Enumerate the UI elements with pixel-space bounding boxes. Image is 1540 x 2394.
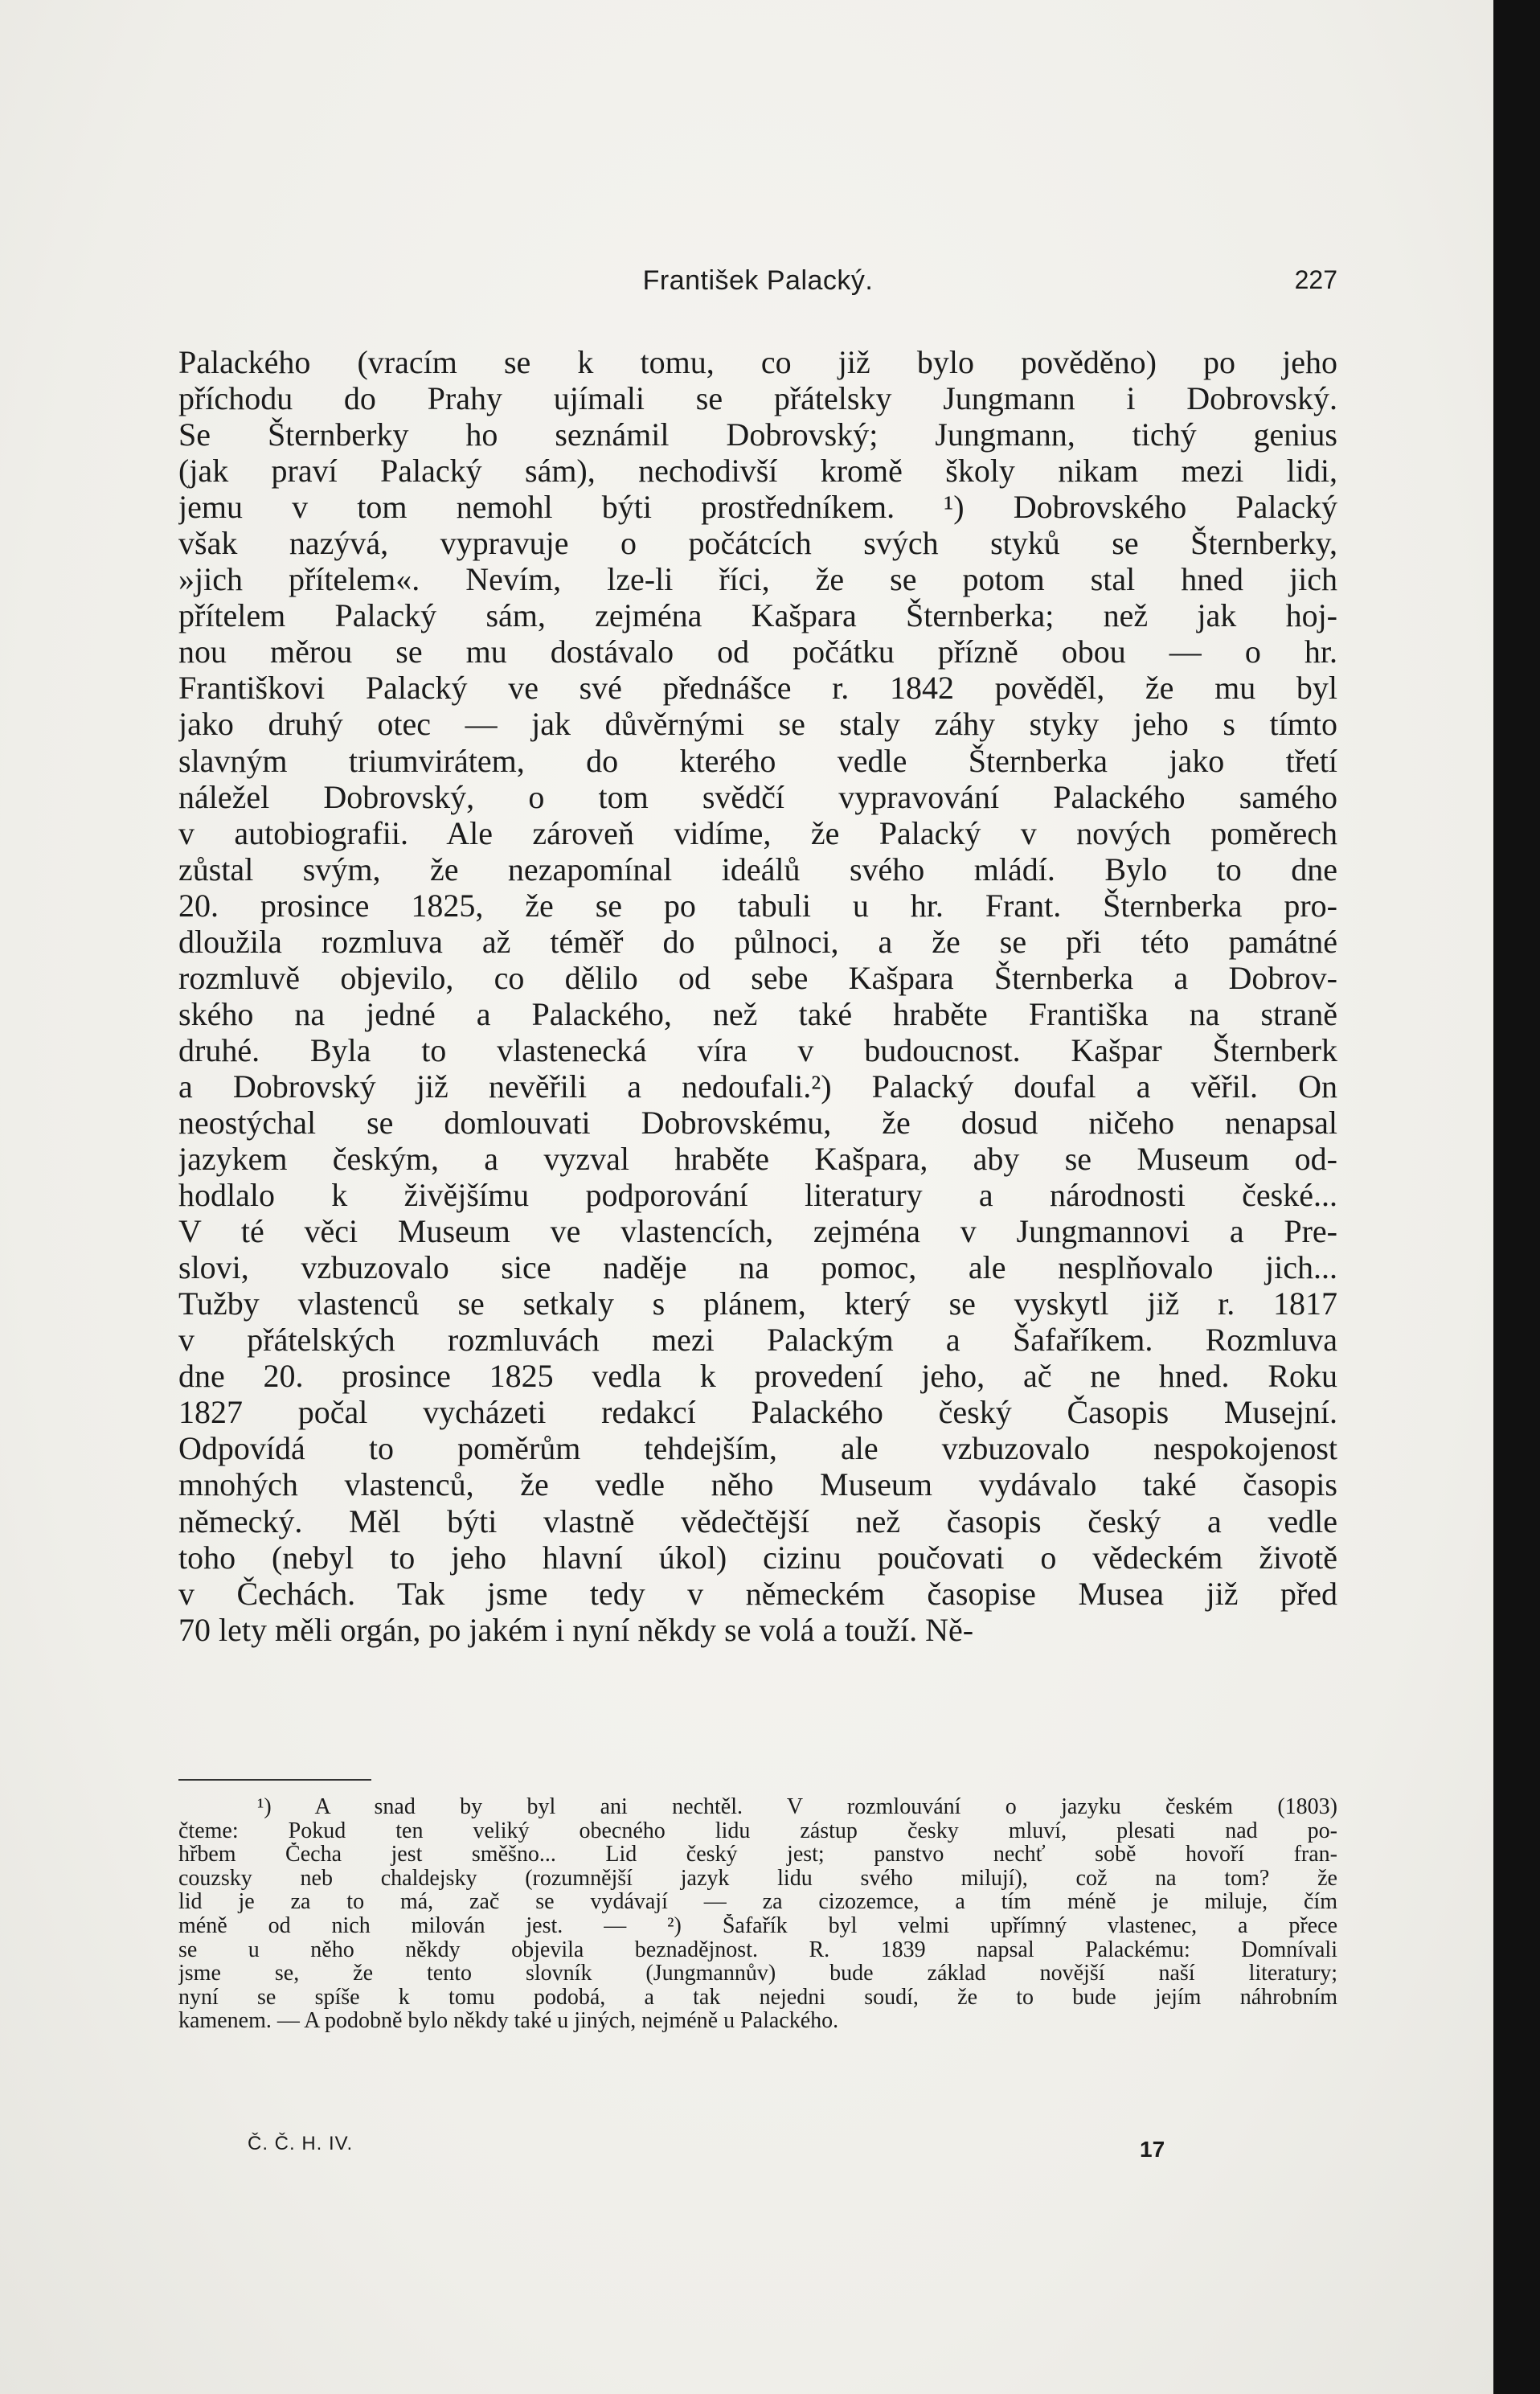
text-line: dne 20. prosince 1825 vedla k provedení jeho, ač ne hned. Roku [178,1358,1337,1395]
text-line: jako druhý otec — jak důvěrnými se staly záhy styky jeho s tímto [178,706,1337,743]
text-line: neostýchal se domlouvati Dobrovskému, že dosud ničeho nenapsal [178,1104,1337,1141]
text-line: příchodu do Prahy ujímali se přátelsky Jungmann i Dobrovský. [178,380,1337,417]
footnote-line: kamenem. — A podobně bylo někdy také u jiných, nejméně u Palackého. [178,2009,839,2033]
footnote-line: nyní se spíše k tomu podobá, a tak nejedni soudí, že to bude jejím náhrobním [178,1985,1337,2010]
page-number: 227 [1294,265,1337,294]
text-line: jazykem českým, a vyzval hraběte Kašpara, aby se Museum od- [178,1141,1337,1178]
text-line: ského na jedné a Palackého, než také hraběte Františka na straně [178,995,1337,1032]
text-line: Tužby vlastenců se setkaly s plánem, který se vyskytl již r. 1817 [178,1285,1337,1322]
footnote-rule [178,1779,371,1781]
footnote-line: méně od nich milován jest. — ²) Šafařík byl velmi upřímný vlastenec, a přece [178,1913,1337,1938]
text-line: v autobiografii. Ale zároveň vidíme, že Palacký v nových poměrech [178,814,1337,851]
scan-edge [1493,0,1540,2394]
sheet-number: 17 [1140,2137,1165,2162]
text-line: mnohých vlastenců, že vedle něho Museum vydávalo také časopis [178,1466,1337,1503]
footnote-line: čteme: Pokud ten veliký obecného lidu zástup česky mluví, plesati nad po- [178,1818,1337,1843]
text-line: však nazývá, vypravuje o počátcích svých styků se Šternberky, [178,525,1337,562]
text-line: zůstal svým, že nezapomínal ideálů svého mládí. Bylo to dne [178,851,1337,888]
text-line: 20. prosince 1825, že se po tabuli u hr. Frant. Šternberka pro- [178,887,1337,924]
text-line: nou měrou se mu dostávalo od počátku přízně obou — o hr. [178,633,1337,670]
text-line: »jich přítelem«. Nevím, lze-li říci, že se potom stal hned jich [178,561,1337,598]
footnote-line: ¹) A snad by byl ani nechtěl. V rozmlouvání o jazyku českém (1803) [257,1795,1337,1819]
text-line: rozmluvě objevilo, co dělilo od sebe Kašpara Šternberka a Dobrov- [178,959,1337,996]
footnote-line: jsme se, že tento slovník (Jungmannův) bude základ novější naší literatury; [178,1962,1337,1986]
printer-signature: Č. Č. H. IV. [248,2133,354,2154]
text-line: dloužila rozmluva až téměř do půlnoci, a že se při této památné [178,923,1337,960]
text-line: Se Šternberky ho seznámil Dobrovský; Jungmann, tichý genius [178,416,1337,453]
text-line: v přátelských rozmluvách mezi Palackým a Šafaříkem. Rozmluva [178,1322,1337,1359]
text-line: Františkovi Palacký ve své přednášce r. 1842 pověděl, že mu byl [178,670,1337,707]
text-line: toho (nebyl to jeho hlavní úkol) cizinu poučovati o vědeckém životě [178,1539,1337,1576]
text-line: přítelem Palacký sám, zejména Kašpara Šternberka; než jak hoj- [178,597,1337,634]
text-line: druhé. Byla to vlastenecká víra v budoucnost. Kašpar Šternberk [178,1031,1337,1068]
footnote-line: se u něho někdy objevila beznadějnost. R. 1839 napsal Palackému: Domnívali [178,1937,1337,1962]
running-head [178,265,1337,297]
footnotes [178,1795,1337,2033]
text-line: 1827 počal vycházeti redakcí Palackého český Časopis Musejní. [178,1394,1337,1431]
text-line: Odpovídá to poměrům tehdejším, ale vzbuzovalo nespokojenost [178,1430,1337,1467]
footnote-line: hřbem Čecha jest směšno... Lid český jest; panstvo nechť sobě hovoří fran- [178,1843,1337,1867]
text-line: slovi, vzbuzovalo sice naděje na pomoc, ale nesplňovalo jich... [178,1249,1337,1286]
text-line: německý. Měl býti vlastně vědečtější než časopis český a vedle [178,1502,1337,1539]
body-text [178,344,1337,1648]
text-line: hodlalo k živějšímu podporování literatury a národnosti české... [178,1177,1337,1214]
text-line: a Dobrovský již nevěřili a nedoufali.²) Palacký doufal a věřil. On [178,1068,1337,1105]
text-line: jemu v tom nemohl býti prostředníkem. ¹) Dobrovského Palacký [178,489,1337,526]
text-line: náležel Dobrovský, o tom svědčí vypravování Palackého samého [178,778,1337,815]
text-line: V té věci Museum ve vlastencích, zejména v Jungmannovi a Pre- [178,1213,1337,1250]
text-line: slavným triumvirátem, do kterého vedle Šternberka jako třetí [178,742,1337,779]
text-line: (jak praví Palacký sám), nechodivší kromě školy nikam mezi lidi, [178,453,1337,490]
footnote-line: couzsky neb chaldejsky (rozumnější jazyk lidu svého milují), což na tom? že [178,1866,1337,1891]
text-line: v Čechách. Tak jsme tedy v německém časopise Musea již před [178,1575,1337,1612]
footnote-line: lid je za to má, zač se vydávají — za cizozemce, a tím méně je miluje, čím [178,1890,1337,1914]
running-title: František Palacký. [642,265,874,296]
text-line: 70 lety měli orgán, po jakém i nyní někdy se volá a touží. Ně- [178,1611,974,1648]
text-line: Palackého (vracím se k tomu, co již bylo pověděno) po jeho [178,344,1337,380]
